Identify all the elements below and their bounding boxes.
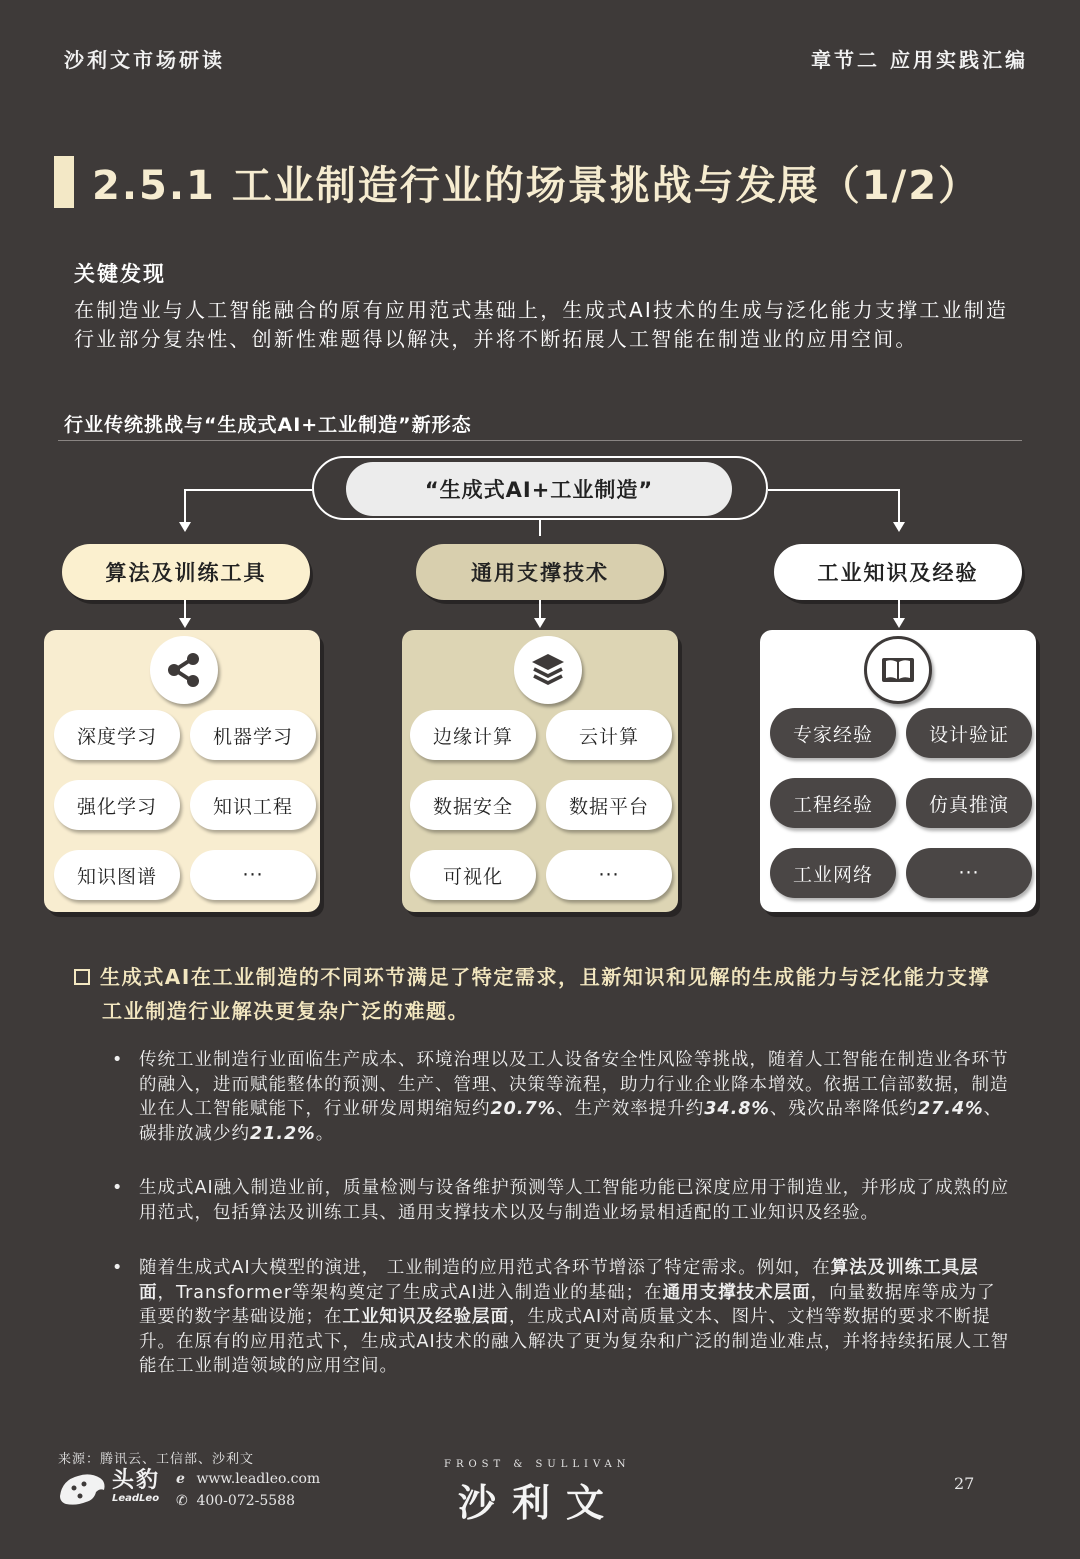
connector-col1 [184, 600, 186, 620]
connector-left-v [184, 489, 186, 523]
phone-icon: ✆ [176, 1493, 188, 1509]
paragraph-1: • 传统工业制造行业面临生产成本、环境治理以及工人设备安全性风险等挑战，随着人工智能在制造业各环节的融入，进而赋能整体的预测、生产、管理、决策等流程，助力行业企业降本增效。依据工信部数据，制造业在人工智能赋能下，行业研发周期缩短约20.7%、生产效率提升约34.8%、残次品率降低约27.4%、碳排放减少约21.2%。 [112, 1050, 1009, 1144]
chip-machine-learning: 机器学习 [190, 710, 316, 760]
share-nodes-icon [150, 636, 218, 704]
report-series-name: 沙利文市场研读 [64, 48, 225, 72]
contact-info [176, 1468, 320, 1512]
connector-col3 [898, 600, 900, 620]
category-general-tech: 通用支撑技术 [416, 544, 664, 600]
page-title: 2.5.1 工业制造行业的场景挑战与发展（1/2） [92, 163, 981, 209]
paragraph-2: • 生成式AI融入制造业前，质量检测与设备维护预测等人工智能功能已深度应用于制造业，并形成了成熟的应用范式，包括算法及训练工具、通用支撑技术以及与制造业场景相适配的工业知识及经验。 [112, 1178, 1010, 1223]
connector-col2 [539, 600, 541, 620]
chip-data-platform: 数据平台 [546, 780, 672, 830]
title-accent-bar [54, 156, 74, 208]
connector-left-h [184, 489, 312, 491]
chip-edge-computing: 边缘计算 [410, 710, 536, 760]
leadleo-logo [56, 1466, 160, 1508]
chip-more: ··· [190, 850, 316, 900]
web-icon: e [176, 1471, 185, 1487]
page-number: 27 [954, 1474, 975, 1493]
rd-cycle-stat: 20.7% [490, 1099, 557, 1119]
category-algorithms: 算法及训练工具 [62, 544, 310, 600]
section-divider [58, 440, 1022, 441]
chip-visualization: 可视化 [410, 850, 536, 900]
paragraph-3: • 随着生成式AI大模型的演进， 工业制造的应用范式各环节增添了特定需求。例如，在算法及训练工具层面，Transformer等架构奠定了生成式AI进入制造业的基础；在通用支撑技术层面，向量数据库等成为了重要的数字基础设施；在工业知识及经验层面，生成式AI对高质量文本、图片、文档等数据的要求不断提升。在原有的应用范式下，生成式AI技术的融入解决了更为复杂和广泛的制造业难点，并将持续拓展人工智能在工业制造领域的应用空间。 [112, 1258, 1010, 1376]
carbon-stat: 21.2% [250, 1123, 316, 1144]
connector-right-h [768, 489, 900, 491]
chip-industrial-network: 工业网络 [770, 848, 896, 898]
arrow-col2 [534, 618, 546, 628]
chip-simulation: 仿真推演 [906, 778, 1032, 828]
book-icon [864, 636, 932, 704]
chip-data-security: 数据安全 [410, 780, 536, 830]
key-findings-heading: 关键发现 [74, 262, 166, 286]
main-bullet: 生成式AI在工业制造的不同环节满足了特定需求，且新知识和见解的生成能力与泛化能力支撑 工业制造行业解决更复杂广泛的难题。 [74, 960, 1034, 1028]
connector-right-v [898, 489, 900, 523]
chip-deep-learning: 深度学习 [54, 710, 180, 760]
arrow-col1 [179, 618, 191, 628]
brand-name-cn: 头豹 [112, 1468, 161, 1493]
phone: 400-072-5588 [196, 1493, 295, 1509]
chip-knowledge-engineering: 知识工程 [190, 780, 316, 830]
section-subtitle: 行业传统挑战与“生成式AI+工业制造”新形态 [64, 414, 472, 436]
website: www.leadleo.com [196, 1471, 321, 1487]
efficiency-stat: 34.8% [704, 1099, 770, 1119]
category-industrial-knowledge: 工业知识及经验 [774, 544, 1022, 600]
source-note: 来源：腾讯云、工信部、沙利文 [58, 1452, 255, 1467]
chip-more: ··· [546, 850, 672, 900]
connector-center-v [539, 520, 541, 536]
checkbox-icon [74, 969, 90, 985]
chip-knowledge-graph: 知识图谱 [54, 850, 180, 900]
brand-name-en: LeadLeo [112, 1493, 160, 1504]
defect-stat: 27.4% [917, 1099, 984, 1119]
leopard-icon [56, 1466, 108, 1508]
arrow-col3 [893, 618, 905, 628]
bullet-dot: • [112, 1178, 124, 1198]
chip-design-validation: 设计验证 [906, 708, 1032, 758]
layers-icon [514, 636, 582, 704]
center-node: “生成式AI+工业制造” [346, 462, 732, 516]
chapter-name: 章节二 应用实践汇编 [811, 48, 1028, 72]
chip-expert-experience: 专家经验 [770, 708, 896, 758]
chip-cloud-computing: 云计算 [546, 710, 672, 760]
arrow-left [179, 522, 191, 532]
frost-sullivan-cn: 沙利文 [458, 1481, 621, 1525]
key-findings-body: 在制造业与人工智能融合的原有应用范式基础上，生成式AI技术的生成与泛化能力支撑工业制造行业部分复杂性、创新性难题得以解决，并将不断拓展人工智能在制造业的应用空间。 [74, 298, 1009, 351]
bullet-dot: • [112, 1050, 124, 1070]
arrow-right [893, 522, 905, 532]
frost-sullivan-en: FROST & SULLIVAN [444, 1459, 631, 1470]
chip-more: ··· [906, 848, 1032, 898]
bullet-dot: • [112, 1258, 124, 1278]
chip-reinforcement-learning: 强化学习 [54, 780, 180, 830]
chip-engineering-experience: 工程经验 [770, 778, 896, 828]
